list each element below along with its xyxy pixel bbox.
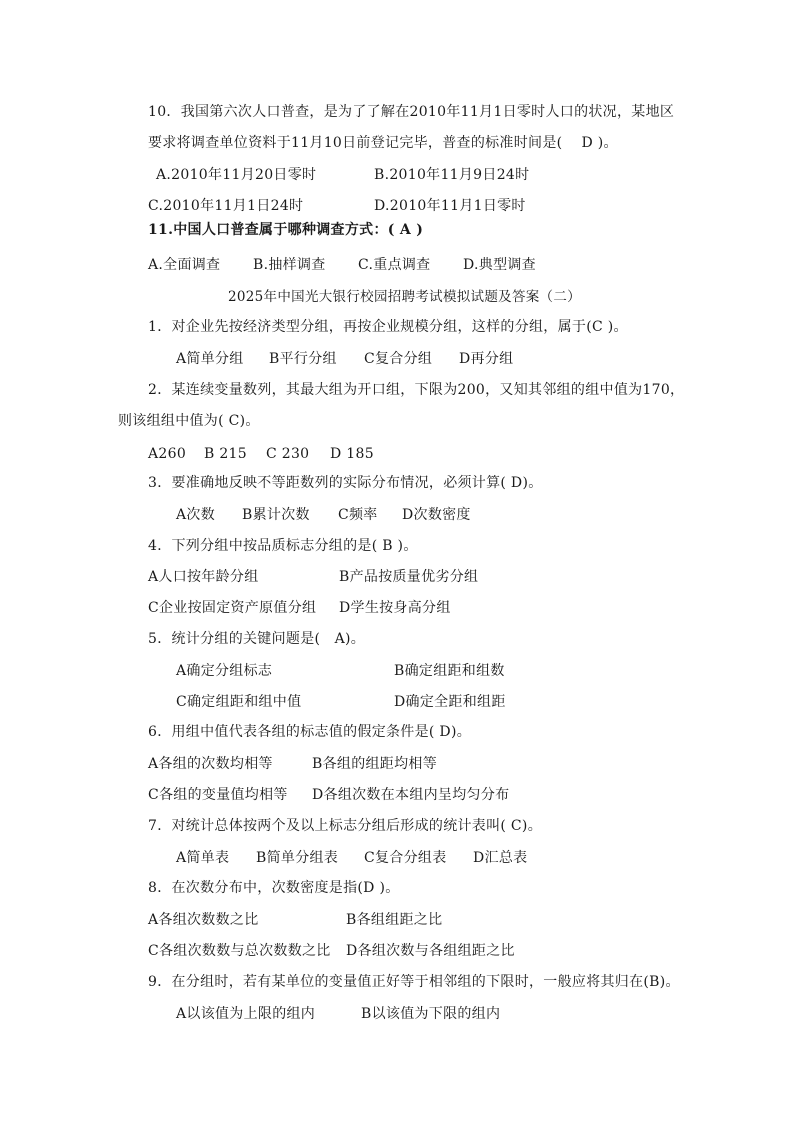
q6-question: 6．用组中值代表各组的标志值的假定条件是( D)。 bbox=[148, 724, 472, 740]
q3-option-a: A次数 bbox=[176, 507, 216, 523]
q11-option-b: B.抽样调查 bbox=[253, 257, 326, 273]
q1-question: 1．对企业先按经济类型分组，再按企业规模分组，这样的分组，属于(C )。 bbox=[148, 319, 628, 335]
q8-option-b: B各组组距之比 bbox=[346, 912, 443, 928]
q2-option-a: A260 bbox=[148, 446, 187, 462]
q10-option-d: D.2010年11月1日零时 bbox=[374, 198, 526, 214]
q7-option-b: B简单分组表 bbox=[256, 850, 339, 866]
q5-option-d: D确定全距和组距 bbox=[394, 694, 506, 710]
q10-option-a: A.2010年11月20日零时 bbox=[156, 167, 317, 183]
q3-question: 3．要准确地反映不等距数列的实际分布情况，必须计算( D)。 bbox=[148, 475, 543, 491]
q10-option-c: C.2010年11月1日24时 bbox=[148, 198, 304, 214]
q1-option-b: B平行分组 bbox=[269, 351, 337, 367]
q3-option-d: D次数密度 bbox=[402, 507, 471, 523]
q8-option-d: D各组次数与各组组距之比 bbox=[346, 943, 515, 959]
q10-line-1: 10．我国第六次人口普查，是为了了解在2010年11月1日零时人口的状况，某地区 bbox=[148, 104, 675, 120]
q8-option-c: C各组次数数与总次数数之比 bbox=[148, 943, 331, 959]
q8-option-a: A各组次数数之比 bbox=[148, 912, 259, 928]
q5-option-a: A确定分组标志 bbox=[176, 663, 273, 679]
q7-option-d: D汇总表 bbox=[473, 850, 528, 866]
q6-option-a: A各组的次数均相等 bbox=[148, 756, 273, 772]
q4-option-d: D学生按身高分组 bbox=[339, 600, 451, 616]
q2-option-b: B 215 bbox=[204, 446, 247, 462]
q4-option-c: C企业按固定资产原值分组 bbox=[148, 600, 317, 616]
q3-option-b: B累计次数 bbox=[242, 507, 310, 523]
q10-option-b: B.2010年11月9日24时 bbox=[374, 167, 530, 183]
q4-question: 4．下列分组中按品质标志分组的是( B )。 bbox=[148, 538, 418, 554]
q9-question: 9．在分组时，若有某单位的变量值正好等于相邻组的下限时，一般应将其归在(B)。 bbox=[148, 974, 680, 990]
section-title: 2025年中国光大银行校园招聘考试模拟试题及答案（二） bbox=[228, 289, 581, 305]
q8-question: 8．在次数分布中，次数密度是指(D )。 bbox=[148, 880, 400, 896]
q2-line-1: 2．某连续变量数列，其最大组为开口组，下限为200，又知其邻组的组中值为170， bbox=[148, 382, 685, 398]
q11-question: 11.中国人口普查属于哪种调查方式：( A ) bbox=[148, 222, 424, 238]
q2-line-2: 则该组组中值为( C)。 bbox=[118, 413, 260, 429]
q1-option-a: A简单分组 bbox=[176, 351, 244, 367]
q11-option-a: A.全面调查 bbox=[148, 257, 221, 273]
q7-option-c: C复合分组表 bbox=[364, 850, 447, 866]
q6-option-d: D各组次数在本组内呈均匀分布 bbox=[312, 787, 510, 803]
q6-option-b: B各组的组距均相等 bbox=[312, 756, 437, 772]
q2-option-c: C 230 bbox=[266, 446, 310, 462]
q4-option-b: B产品按质量优劣分组 bbox=[339, 569, 479, 585]
q7-question: 7．对统计总体按两个及以上标志分组后形成的统计表叫( C)。 bbox=[148, 818, 542, 834]
q11-option-c: C.重点调查 bbox=[358, 257, 431, 273]
q5-option-b: B确定组距和组数 bbox=[394, 663, 505, 679]
q7-option-a: A简单表 bbox=[176, 850, 230, 866]
q2-option-d: D 185 bbox=[330, 446, 374, 462]
q9-option-b: B以该值为下限的组内 bbox=[361, 1006, 501, 1022]
q5-question: 5．统计分组的关键问题是( A)。 bbox=[148, 631, 366, 647]
q1-option-d: D再分组 bbox=[459, 351, 514, 367]
q9-option-a: A以该值为上限的组内 bbox=[176, 1006, 316, 1022]
q3-option-c: C频率 bbox=[338, 507, 378, 523]
q1-option-c: C复合分组 bbox=[364, 351, 433, 367]
q10-line-2: 要求将调查单位资料于11月10日前登记完毕，普查的标准时间是( D )。 bbox=[148, 135, 618, 151]
q5-option-c: C确定组距和组中值 bbox=[176, 694, 302, 710]
q11-option-d: D.典型调查 bbox=[463, 257, 536, 273]
q4-option-a: A人口按年龄分组 bbox=[148, 569, 259, 585]
q6-option-c: C各组的变量值均相等 bbox=[148, 787, 288, 803]
